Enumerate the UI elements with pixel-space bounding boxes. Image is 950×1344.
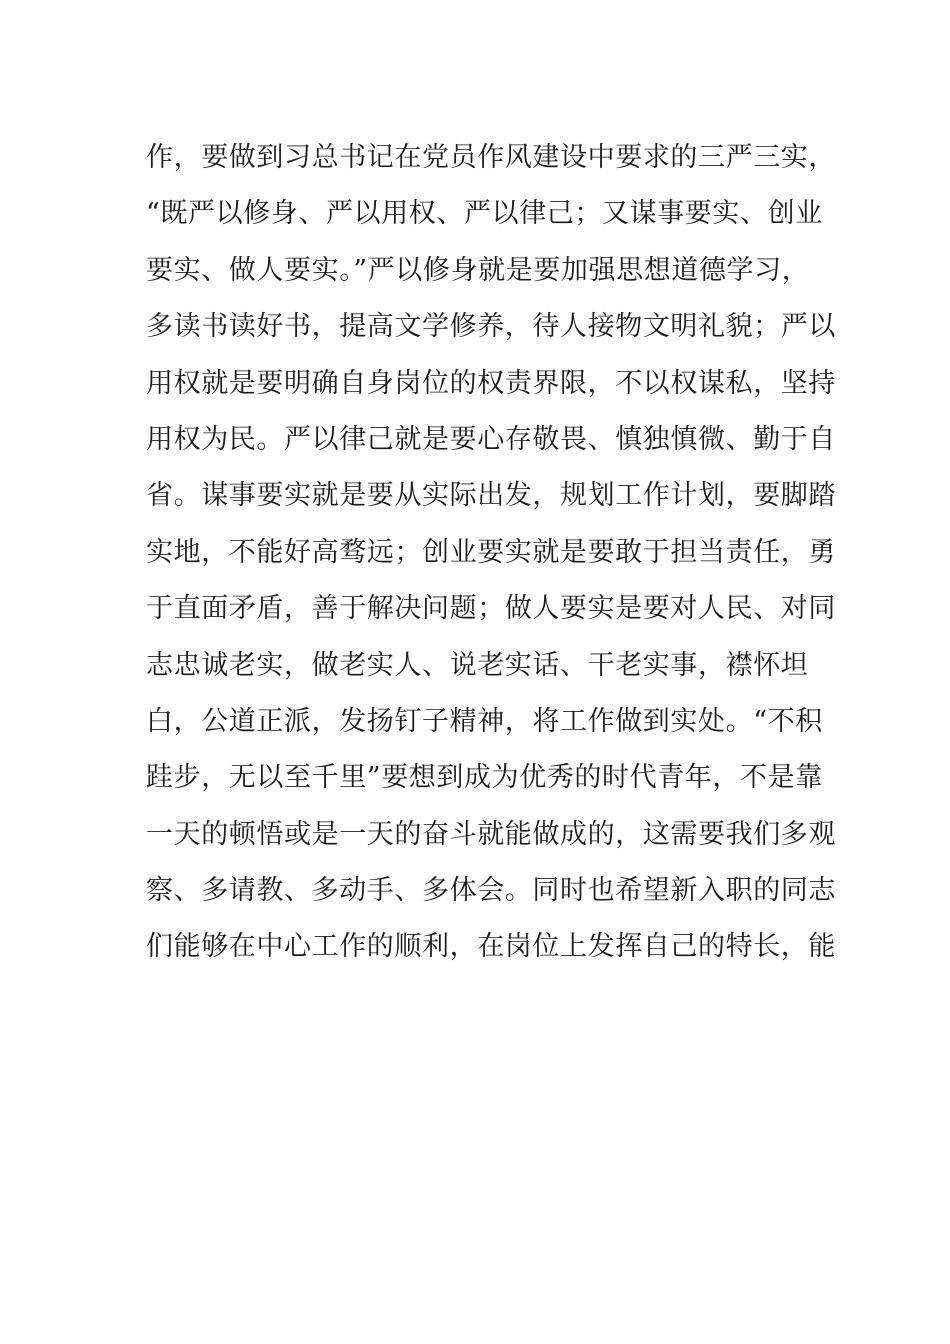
text-line-3: 要实、做人要实。”严以修身就是要加强思想道德学习， [146,254,810,286]
text-line-1: 作，要做到习总书记在党员作风建设中要求的三严三实， [146,142,836,173]
text-line-15: 们能够在中心工作的顺利，在岗位上发挥自己的特长，能 [146,931,836,963]
text-line-7: 省。谋事要实就是要从实际出发，规划工作计划，要脚踏 [146,480,836,512]
text-line-6: 用权为民。严以律己就是要心存敬畏、慎独慎微、勤于自 [146,423,836,455]
text-line-10: 志忠诚老实，做老实人、说老实话、干老实事，襟怀坦 [146,649,809,681]
text-line-12: 跬步，无以至千里”要想到成为优秀的时代青年，不是靠 [146,762,823,794]
text-line-9: 于直面矛盾，善于解决问题；做人要实是要对人民、对同 [146,593,836,625]
body-paragraph [146,130,836,976]
text-line-4: 多读书读好书，提高文学修养，待人接物文明礼貌；严以 [146,311,836,343]
text-line-5: 用权就是要明确自身岗位的权责界限，不以权谋私，坚持 [146,367,836,399]
text-line-11: 白，公道正派，发扬钉子精神，将工作做到实处。“不积 [146,705,823,737]
text-line-8: 实地，不能好高骛远；创业要实就是要敢于担当责任，勇 [146,536,836,568]
text-line-14: 察、多请教、多动手、多体会。同时也希望新入职的同志 [146,875,836,907]
text-line-13: 一天的顿悟或是一天的奋斗就能做成的，这需要我们多观 [146,818,836,850]
text-line-2: “既严以修身、严以用权、严以律己；又谋事要实、创业 [146,198,823,230]
